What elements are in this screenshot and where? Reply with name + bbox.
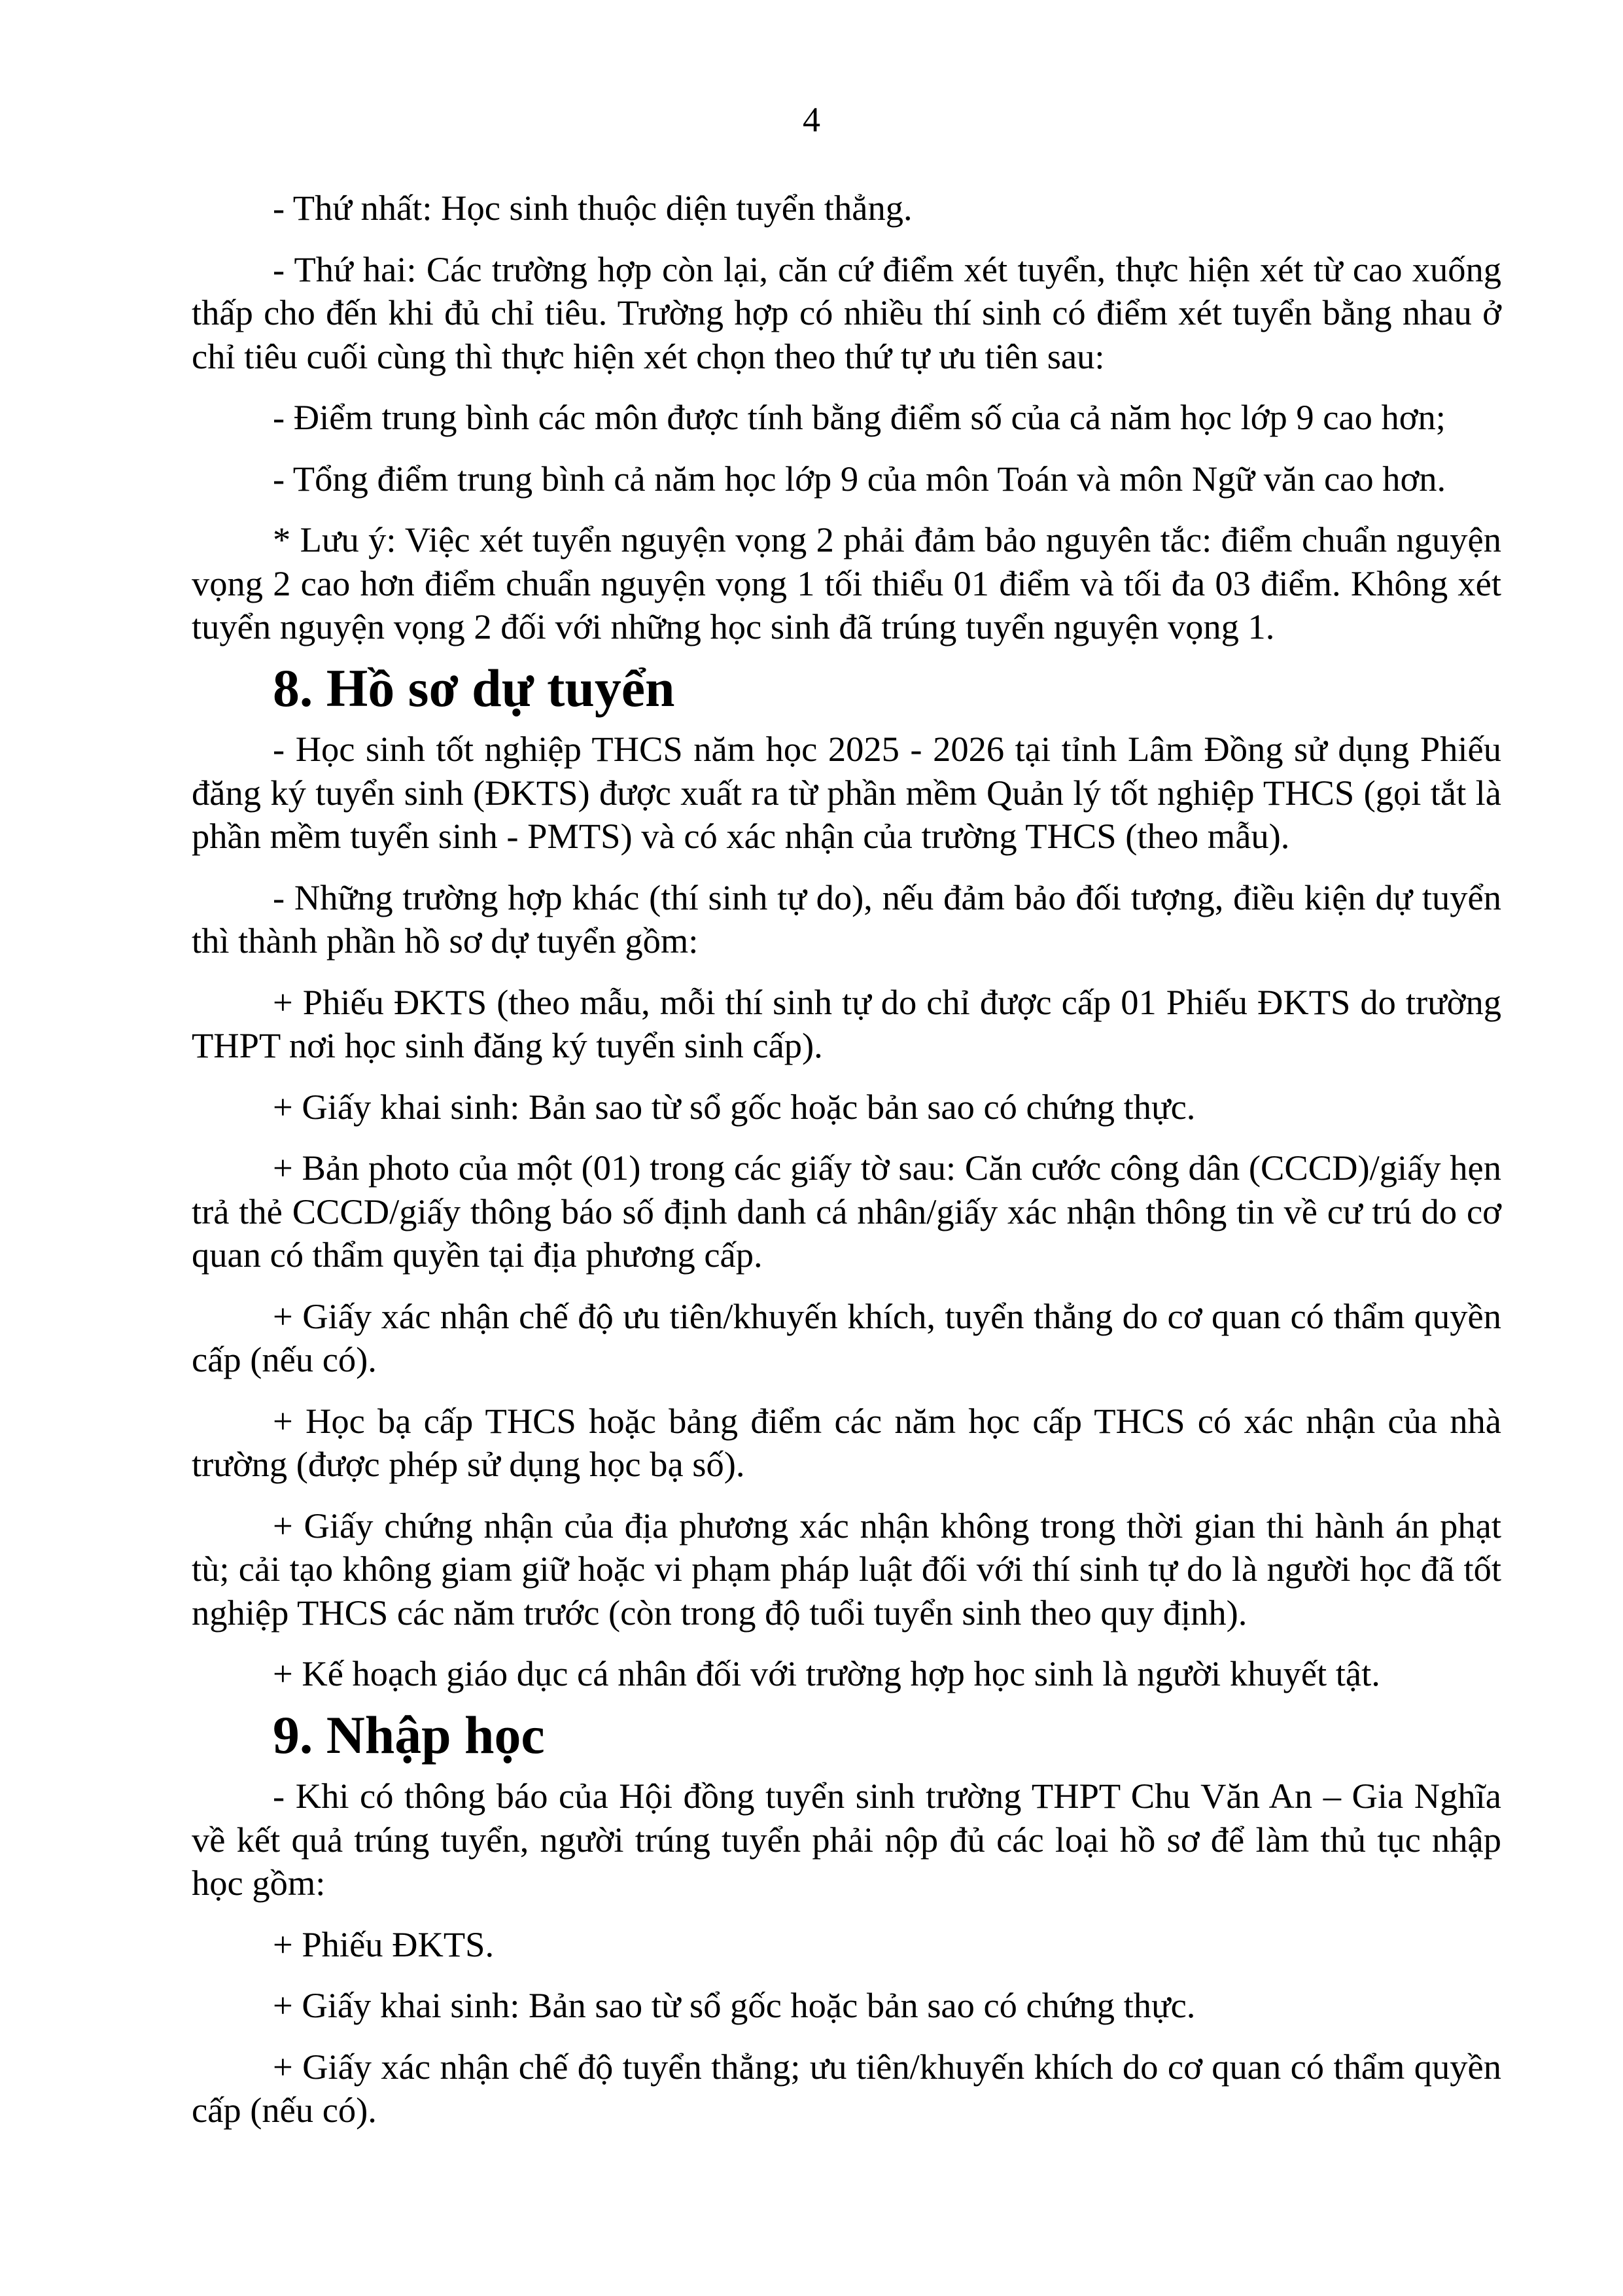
doc-item-registration-form: + Phiếu ĐKTS (theo mẫu, mỗi thí sinh tự do chỉ được cấp 01 Phiếu ĐKTS do trường THPT nơi học sinh đăng ký tuyển sinh cấp).	[192, 981, 1501, 1065]
criterion-first: - Thứ nhất: Học sinh thuộc diện tuyển thẳng.	[273, 188, 913, 228]
note-second-choice: * Lưu ý: Việc xét tuyển nguyện vọng 2 phải đảm bảo nguyên tắc: điểm chuẩn nguyện vọng 2 cao hơn điểm chuẩn nguyện vọng 1 tối thiểu 01 điểm và tối đa 03 điểm. Không xét tuyển nguyện vọng 2 đối với những học sinh đã trúng tuyển nguyện vọng 1.	[192, 520, 1501, 646]
doc-item-local-certification: + Giấy chứng nhận của địa phương xác nhận không trong thời gian thi hành án phạt tù; cải tạo không giam giữ hoặc vi phạm pháp luật đối với thí sinh tự do là người học đã tốt nghiệp THCS các năm trước (còn trong độ tuổi tuyển sinh theo quy định).	[192, 1505, 1501, 1633]
document-body	[192, 186, 1501, 2150]
application-graduates: - Học sinh tốt nghiệp THCS năm học 2025 - 2026 tại tỉnh Lâm Đồng sử dụng Phiếu đăng ký tuyển sinh (ĐKTS) được xuất ra từ phần mềm Quản lý tốt nghiệp THCS (gọi tắt là phần mềm tuyển sinh - PMTS) và có xác nhận của trường THCS (theo mẫu).	[192, 729, 1501, 856]
doc-item-id-photo: + Bản photo của một (01) trong các giấy tờ sau: Căn cước công dân (CCCD)/giấy hẹn trả thẻ CCCD/giấy thông báo số định danh cá nhân/giấy xác nhận thông tin về cư trú do cơ quan có thẩm quyền tại địa phương cấp.	[192, 1148, 1501, 1275]
tiebreak-math-literature: - Tổng điểm trung bình cả năm học lớp 9 của môn Toán và môn Ngữ văn cao hơn.	[273, 458, 1446, 499]
section-heading-8: 8. Hồ sơ dự tuyển	[273, 658, 675, 718]
page-number: 4	[803, 100, 820, 139]
section-heading-9: 9. Nhập học	[273, 1704, 545, 1765]
doc-item-birth-certificate: + Giấy khai sinh: Bản sao từ sổ gốc hoặc bản sao có chứng thực.	[273, 1086, 1196, 1127]
enroll-item-birth-certificate: + Giấy khai sinh: Bản sao từ sổ gốc hoặc bản sao có chứng thực.	[273, 1985, 1196, 2025]
doc-item-priority-certificate: + Giấy xác nhận chế độ ưu tiên/khuyến khích, tuyển thẳng do cơ quan có thẩm quyền cấp (nếu có).	[192, 1296, 1501, 1379]
criterion-second: - Thứ hai: Các trường hợp còn lại, căn cứ điểm xét tuyển, thực hiện xét từ cao xuống thấp cho đến khi đủ chỉ tiêu. Trường hợp có nhiều thí sinh có điểm xét tuyển bằng nhau ở chỉ tiêu cuối cùng thì thực hiện xét chọn theo thứ tự ưu tiên sau:	[192, 249, 1501, 376]
enroll-item-priority-certificate: + Giấy xác nhận chế độ tuyển thẳng; ưu tiên/khuyến khích do cơ quan có thẩm quyền cấp (nếu có).	[192, 2046, 1501, 2130]
enroll-item-registration-form: + Phiếu ĐKTS.	[273, 1924, 495, 1964]
doc-item-education-plan: + Kế hoạch giáo dục cá nhân đối với trường hợp học sinh là người khuyết tật.	[273, 1653, 1380, 1693]
enrollment-intro: - Khi có thông báo của Hội đồng tuyển sinh trường THPT Chu Văn An – Gia Nghĩa về kết quả trúng tuyển, người trúng tuyển phải nộp đủ các loại hồ sơ để làm thủ tục nhập học gồm:	[192, 1776, 1501, 1903]
doc-item-school-record: + Học bạ cấp THCS hoặc bảng điểm các năm học cấp THCS có xác nhận của nhà trường (được phép sử dụng học bạ số).	[192, 1400, 1501, 1484]
application-free-candidates: - Những trường hợp khác (thí sinh tự do), nếu đảm bảo đối tượng, điều kiện dự tuyển thì thành phần hồ sơ dự tuyển gồm:	[192, 877, 1501, 961]
tiebreak-average-score: - Điểm trung bình các môn được tính bằng điểm số của cả năm học lớp 9 cao hơn;	[273, 397, 1446, 437]
